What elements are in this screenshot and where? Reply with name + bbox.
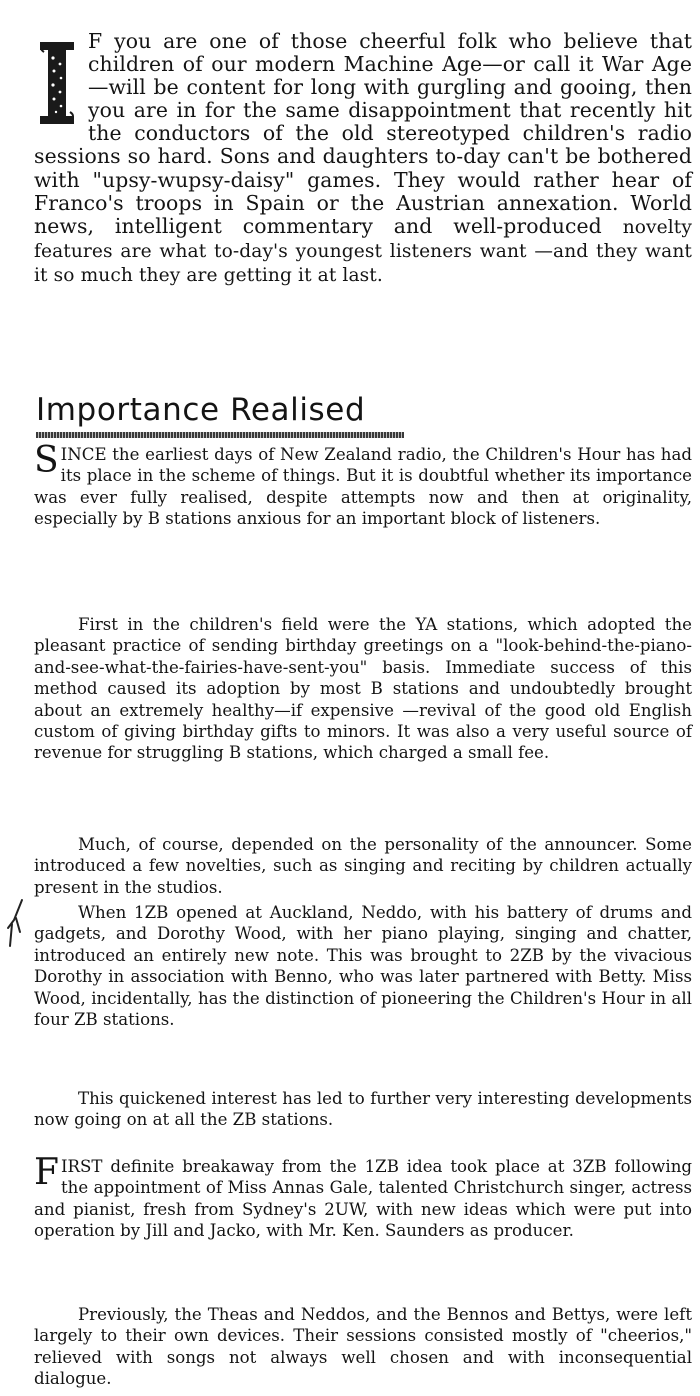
paragraph-text: First in the children's field were the YA stations, which adopted the pleasant practice of sending birthday greetings on a "look-behind-the-piano-and-see-what-the-fairies-have-sent-you" basis. Immediate success of this method caused its adoption by most B stations and undoubtedly brought about an extremely healthy—if expensive —revival of the good old English custom of giving birthday gifts to minors. It was also a very useful source of revenue for struggling B stations, which charged a small fee. [34,615,692,763]
dropcap-ornament-icon [34,38,82,128]
paragraph-text: Much, of course, depended on the personality of the announcer. Some introduced a few novelties, such as singing and reciting by children actually present in the studios. [34,835,692,897]
paragraph-4 [34,902,692,1030]
paragraph-initial: F [34,1152,59,1193]
intro-text-main: F you are one of those cheerful folk who believe that children of our modern Machine Age—or call it War Age—will be content for long with gurgling and gooing, then you are in for the same disappointment that recently hit the conductors of the old stereotyped children's radio sessions so hard. Sons and daughters to-day can't be bothered with "upsy-wupsy-daisy" games. They would rather hear of Franco's troops in Spain or the Austrian annexation. World news, intelligent commentary and well-produced [34,29,692,238]
paragraph-text: IRST definite breakaway from the 1ZB idea took place at 3ZB following the appointment of Miss Annas Gale, talented Christchurch singer, actress and pianist, fresh from Sydney's 2UW, with new ideas which were put into operation by Jill and Jacko, with Mr. Ken. Saunders as producer. [34,1157,692,1241]
intro-text [34,30,692,287]
paragraph-text: INCE the earliest days of New Zealand radio, the Children's Hour has had its place in the scheme of things. But it is doubtful whether its importance was ever fully realised, despite attempts now and then at originality, especially by B stations anxious for an important block of listeners. [34,445,692,529]
paragraph-text: This quickened interest has led to further very interesting developments now going on at all the ZB stations. [34,1089,692,1130]
dropcap-letter [34,38,35,39]
paragraph-text: Previously, the Theas and Neddos, and the Bennos and Bettys, were left largely to their own devices. Their sessions consisted mostly of "cheerios," relieved with songs not always well chosen and with inconsequential dialogue. [34,1305,692,1389]
paragraph-5 [34,1088,692,1131]
ornamental-dropcap [34,38,82,128]
paragraph-text: When 1ZB opened at Auckland, Neddo, with his battery of drums and gadgets, and Dorothy Wood, with her piano playing, singing and chatter, introduced an entirely new note. This was brought to 2ZB by the vivacious Dorothy in association with Benno, who was later partnered with Betty. Miss Wood, incidentally, has the distinction of pioneering the Children's Hour in all four ZB stations. [34,903,692,1030]
paragraph-initial: S [34,440,59,481]
paragraph-3 [34,834,692,898]
intro-paragraph [34,30,692,287]
paragraph-2 [34,614,692,764]
paragraph-7 [34,1304,692,1390]
handwritten-mark-icon [4,898,32,950]
intro-text-tail: novelty features are what to-day's youngest listeners want —and they want it so much they are getting it at last. [34,216,692,286]
section-heading: Importance Realised [36,392,366,428]
paragraph-6 [34,1152,692,1242]
heading-underline [36,432,404,438]
paragraph-1 [34,440,692,530]
